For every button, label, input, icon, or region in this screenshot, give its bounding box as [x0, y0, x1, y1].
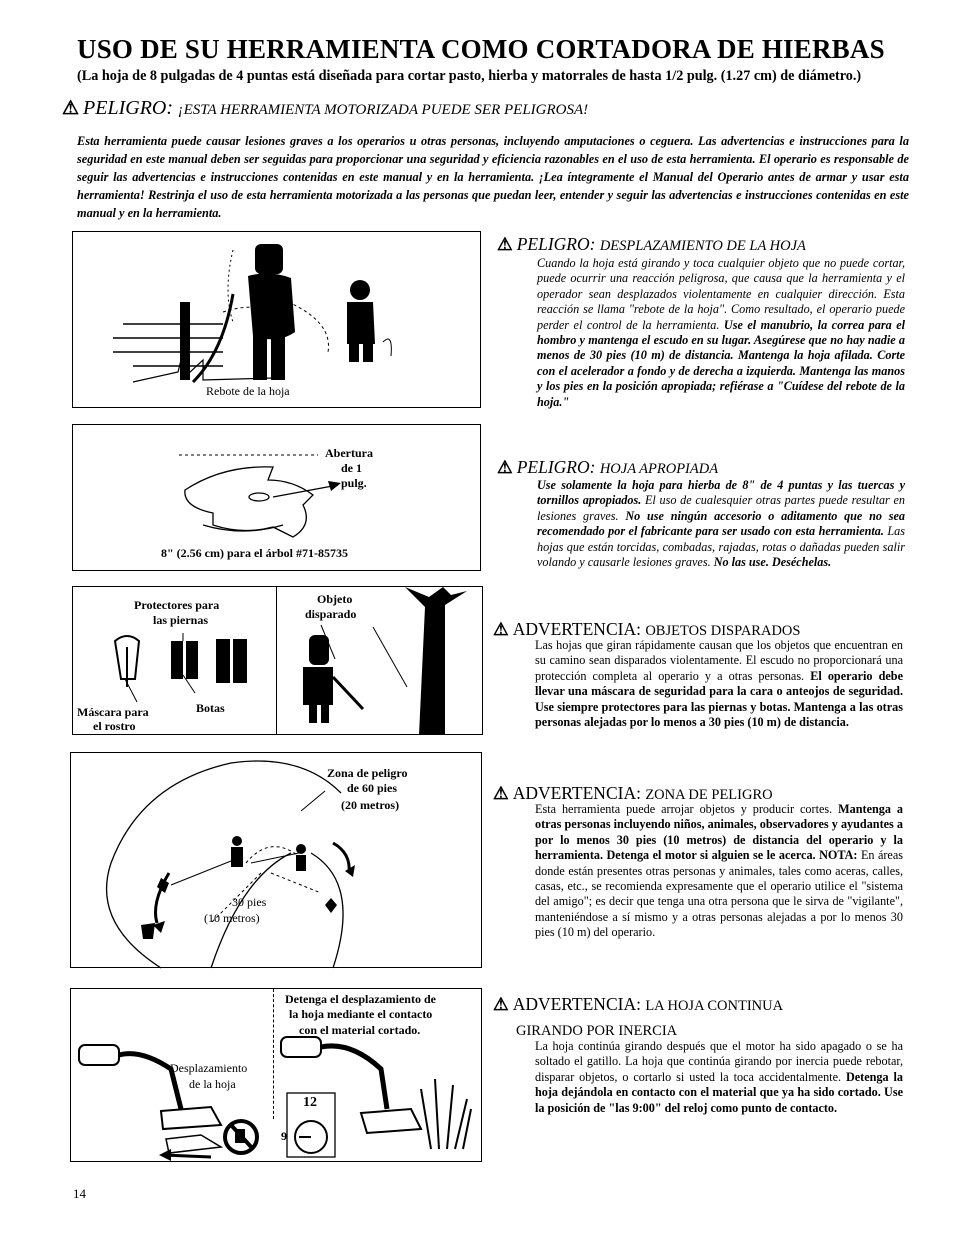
warning-triangle-icon: ⚠	[497, 457, 513, 477]
figure-blade	[72, 424, 481, 571]
section-body-bold: Mantenga a otras personas incluyendo niños, animales, observadores y ayudantes a por lo menos 30 pies (10 metros) de distancia del operario y la herramienta. Detenga el motor si alguien se le acerca.	[535, 802, 903, 863]
page-subtitle: (La hoja de 8 pulgadas de 4 puntas está diseñada para cortar pasto, hierba y matorrales de hasta 1/2 pulg. (1.27 cm) de diámetro.)	[77, 68, 862, 84]
warning-triangle-icon: ⚠	[493, 619, 509, 639]
stop-thrust-label-1: Detenga el desplazamiento de	[285, 992, 436, 1006]
warning-triangle-icon: ⚠	[497, 234, 513, 254]
danger-zone-label-2: de 60 pies	[347, 781, 398, 795]
section-thrown-heading	[493, 619, 800, 640]
section-thrown-body	[535, 638, 903, 730]
warning-triangle-icon: ⚠	[62, 98, 80, 119]
section-body-bold: El operario debe llevar una máscara de seguridad para la cara o anteojos de seguridad. Use siempre protectores para las piernas y botas. Mantenga a las otras personas alejadas por lo menos a 30 pies (10 m) de distancia.	[535, 668, 903, 730]
section-body-bold: Use el manubrio, la correa para el hombro y mantenga el escudo en su lugar. Asegúrese que no hay nadie a menos de 30 pies (10 m) de distancia. Mantenga la hoja afilada. Corte con el acelerador a fondo y de derecha a izquierda. Mantenga las manos y los pies en la posición apropiada; refiérase a "Cuídese del rebote de la hoja."	[537, 317, 905, 409]
section-blade-body	[537, 478, 905, 570]
thrown-object-label-2: disparado	[305, 607, 357, 621]
section-body-plain: Las hojas que están torcidas, combadas, rajadas, rotas o dañadas pueden salir volando y causarle lesiones graves.	[537, 524, 905, 570]
note-label: NOTA:	[819, 848, 858, 863]
distance-label-1: 30 pies	[232, 895, 267, 909]
section-body-bold: Detenga la hoja dejándola en contacto con el material que ya ha sido cortado. Use la posición de "las 9:00" del reloj como punto de contacto.	[535, 1069, 903, 1115]
clock-9-label: 9	[281, 1129, 287, 1143]
section-body-plain: Cuando la hoja está girando y toca cualquier objeto que no puede cortar, puede ocurrir una reacción peligrosa, que causa que la herramienta y el operador sean desplazados violentamente en cualquier dirección. Esta reacción se llama "rebote de la hoja". Como resultado, el operario puede perder el control de la herramienta.	[537, 256, 905, 332]
section-title: DESPLAZAMIENTO DE LA HOJA	[599, 238, 806, 254]
figure-blade-thrust	[70, 988, 482, 1162]
section-body-plain: La hoja continúa girando después que el motor ha sido apagado o se ha soltado el gatillo. La hoja que continúa girando por inercia puede rebotar, disparar objetos, o cortarlo si usted la toca accidentalmente.	[535, 1039, 903, 1084]
figure-protection	[72, 586, 483, 735]
section-body-plain: Esta herramienta puede arrojar objetos y producir cortes.	[535, 802, 833, 816]
section-kickback-body	[537, 256, 905, 410]
thrown-object-label-1: Objeto	[317, 592, 353, 606]
face-mask-label-2: el rostro	[93, 719, 136, 733]
blade-thrust-label-1: Desplazamiento	[170, 1061, 248, 1075]
section-title: ZONA DE PELIGRO	[645, 787, 773, 803]
note-body: En áreas donde están presentes otras personas y animales, tales como aceras, calles, casas, etc., se recomienda expresamente que el operario utilice el "sistema del amigo"; es decir que tenga una otra persona que le sirva de "vigilante", manteniéndose a sí mismo y a otras personas alejadas a por lo menos 30 pies (10 m) del operario.	[535, 848, 903, 940]
leg-protectors-label-1: Protectores para	[134, 598, 220, 612]
section-blade-heading	[497, 457, 718, 478]
section-keyword: PELIGRO:	[516, 234, 596, 254]
distance-label-2: (10 metros)	[204, 911, 260, 925]
section-zone-body	[535, 802, 903, 941]
danger-main-title: ¡ESTA HERRAMIENTA MOTORIZADA PUEDE SER PELIGROSA!	[177, 102, 589, 118]
danger-zone-label-1: Zona de peligro	[327, 766, 408, 780]
opening-label-line2: de 1	[341, 461, 362, 475]
section-zone-heading	[493, 783, 773, 804]
danger-main-body: Esta herramienta puede causar lesiones graves a los operarios u otras personas, incluyendo amputaciones o ceguera. Las advertencias e instrucciones para la seguridad en este manual deben ser seguidas para proporcionar una seguridad y eficiencia razonables en el uso de esta herramienta. El operario es responsable de seguir las advertencias e instrucciones contenidas en este manual y en la herramienta. ¡Lea íntegramente el Manual del Operario antes de armar y usar esta herramienta! Restrinja el uso de esta herramienta motorizada a las personas que puedan leer, entender y seguir las advertencias e instrucciones contenidas en este manual y en la herramienta.	[77, 134, 909, 220]
figure-kickback	[72, 231, 481, 408]
blade-thrust-label-2: de la hoja	[189, 1077, 236, 1091]
section-keyword: ADVERTENCIA:	[512, 994, 641, 1014]
section-coast-heading-line2	[516, 1019, 677, 1040]
figure-caption: Rebote de la hoja	[206, 384, 290, 398]
danger-main-heading	[62, 97, 588, 120]
section-kickback-heading	[497, 234, 806, 255]
warning-triangle-icon: ⚠	[493, 994, 509, 1014]
section-body-bold: No use ningún accesorio o aditamento que no sea recomendado por el fabricante para ser usado con esta herramienta.	[537, 508, 906, 539]
section-title: OBJETOS DISPARADOS	[645, 623, 801, 639]
section-body-plain: El uso de cualesquier otras partes puede resultar en lesiones graves.	[537, 493, 905, 523]
opening-label-line3: pulg.	[341, 476, 367, 490]
clock-12-label: 12	[303, 1095, 317, 1110]
figure-danger-zone	[70, 752, 482, 968]
figure-caption: 8" (2.56 cm) para el árbol #71-85735	[161, 546, 348, 560]
kickback-illustration	[73, 232, 482, 409]
section-coast-body	[535, 1039, 903, 1116]
warning-triangle-icon: ⚠	[493, 783, 509, 803]
stop-thrust-label-2: la hoja mediante el contacto	[289, 1007, 433, 1021]
leg-protectors-label-2: las piernas	[153, 613, 209, 627]
section-coast-heading	[493, 994, 783, 1015]
section-keyword: ADVERTENCIA:	[512, 783, 641, 803]
section-body-bold: Use solamente la hoja para hierba de 8" de 4 puntas y las tuercas y tornillos apropiados.	[537, 478, 905, 508]
danger-zone-label-3: (20 metros)	[341, 798, 400, 812]
opening-label-line1: Abertura	[325, 446, 373, 460]
page-number: 14	[73, 1186, 86, 1201]
section-title: HOJA APROPIADA	[599, 461, 719, 477]
danger-zone-illustration	[71, 753, 483, 969]
section-keyword: ADVERTENCIA:	[512, 619, 641, 639]
section-title: GIRANDO POR INERCIA	[516, 1023, 678, 1039]
stop-thrust-label-3: con el material cortado.	[299, 1023, 421, 1037]
danger-keyword: PELIGRO:	[83, 97, 174, 119]
boots-label: Botas	[196, 701, 225, 715]
section-body-bold: No las use. Deséchelas.	[713, 555, 832, 570]
section-title: LA HOJA CONTINUA	[645, 998, 784, 1014]
section-body-plain: Las hojas que giran rápidamente causan que los objetos que encuentran en su camino sean disparados violentamente. El escudo no proporcionará una protección completa al operario y a otras personas.	[535, 638, 903, 683]
face-mask-label-1: Máscara para	[77, 705, 149, 719]
page-title: USO DE SU HERRAMIENTA COMO CORTADORA DE HIERBAS	[77, 34, 885, 64]
section-keyword: PELIGRO:	[516, 457, 596, 477]
